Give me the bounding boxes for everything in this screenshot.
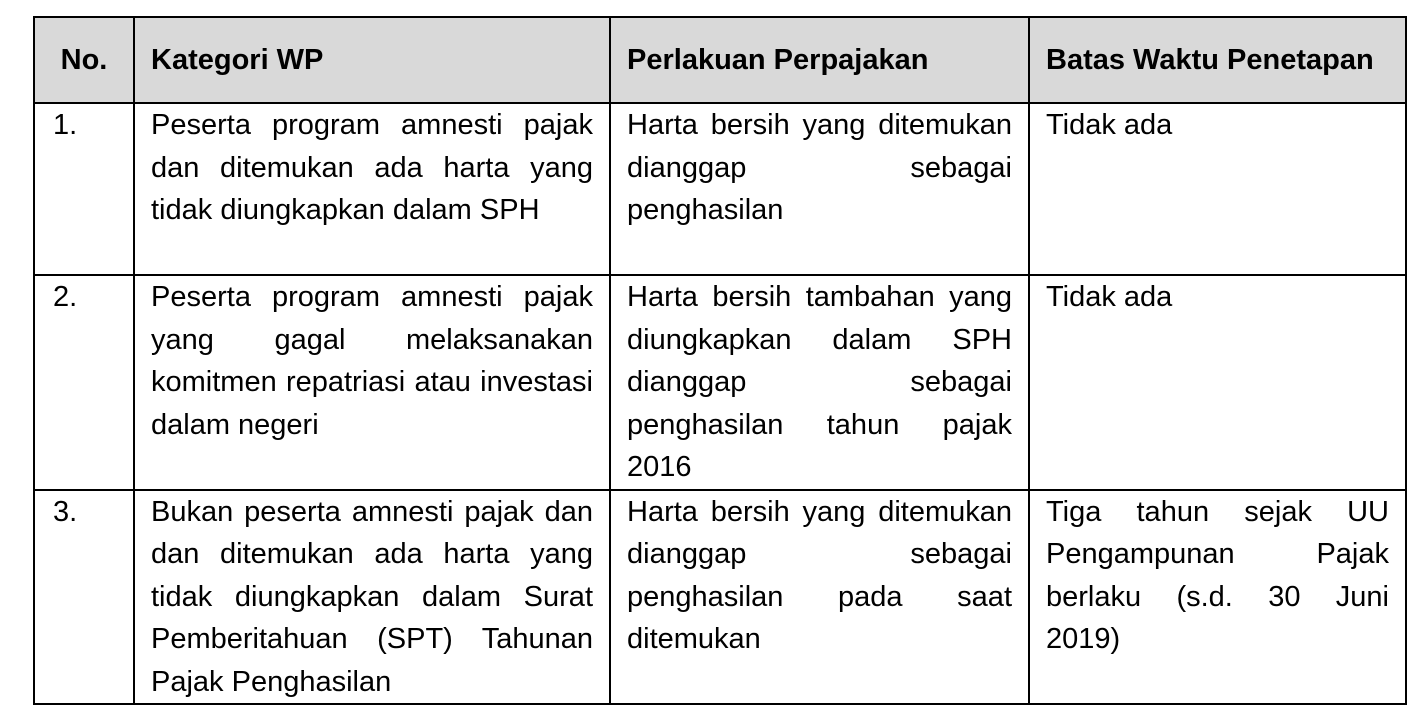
- row-number: 2.: [34, 275, 134, 490]
- cell-batas-waktu: Tiga tahun sejak UU Pengampunan Pajak berlaku (s.d. 30 Juni 2019): [1029, 490, 1406, 705]
- header-no: No.: [34, 17, 134, 103]
- cell-batas-waktu: Tidak ada: [1029, 275, 1406, 490]
- tax-treatment-table: [33, 16, 1407, 705]
- header-perlakuan-perpajakan: Perlakuan Perpajakan: [610, 17, 1029, 103]
- cell-perlakuan: Harta bersih yang ditemukan dianggap sebagai penghasilan pada saat ditemukan: [610, 490, 1029, 705]
- header-kategori-wp: Kategori WP: [134, 17, 610, 103]
- row-number: 1.: [34, 103, 134, 275]
- table-header: [34, 17, 1406, 103]
- cell-kategori: Peserta program amnesti pajak dan ditemukan ada harta yang tidak diungkapkan dalam SPH: [134, 103, 610, 275]
- cell-perlakuan: Harta bersih tambahan yang diungkapkan dalam SPH dianggap sebagai penghasilan tahun pajak 2016: [610, 275, 1029, 490]
- cell-kategori: Bukan peserta amnesti pajak dan dan ditemukan ada harta yang tidak diungkapkan dalam Surat Pemberitahuan (SPT) Tahunan Pajak Penghasilan: [134, 490, 610, 705]
- cell-kategori: Peserta program amnesti pajak yang gagal melaksanakan komitmen repatriasi atau investasi dalam negeri: [134, 275, 610, 490]
- header-row: [34, 17, 1406, 103]
- header-batas-waktu-penetapan: Batas Waktu Penetapan: [1029, 17, 1406, 103]
- cell-batas-waktu: Tidak ada: [1029, 103, 1406, 275]
- table-row: [34, 103, 1406, 275]
- table-body: [34, 103, 1406, 704]
- row-number: 3.: [34, 490, 134, 705]
- cell-perlakuan: Harta bersih yang ditemukan dianggap sebagai penghasilan: [610, 103, 1029, 275]
- table-row: [34, 490, 1406, 705]
- table-row: [34, 275, 1406, 490]
